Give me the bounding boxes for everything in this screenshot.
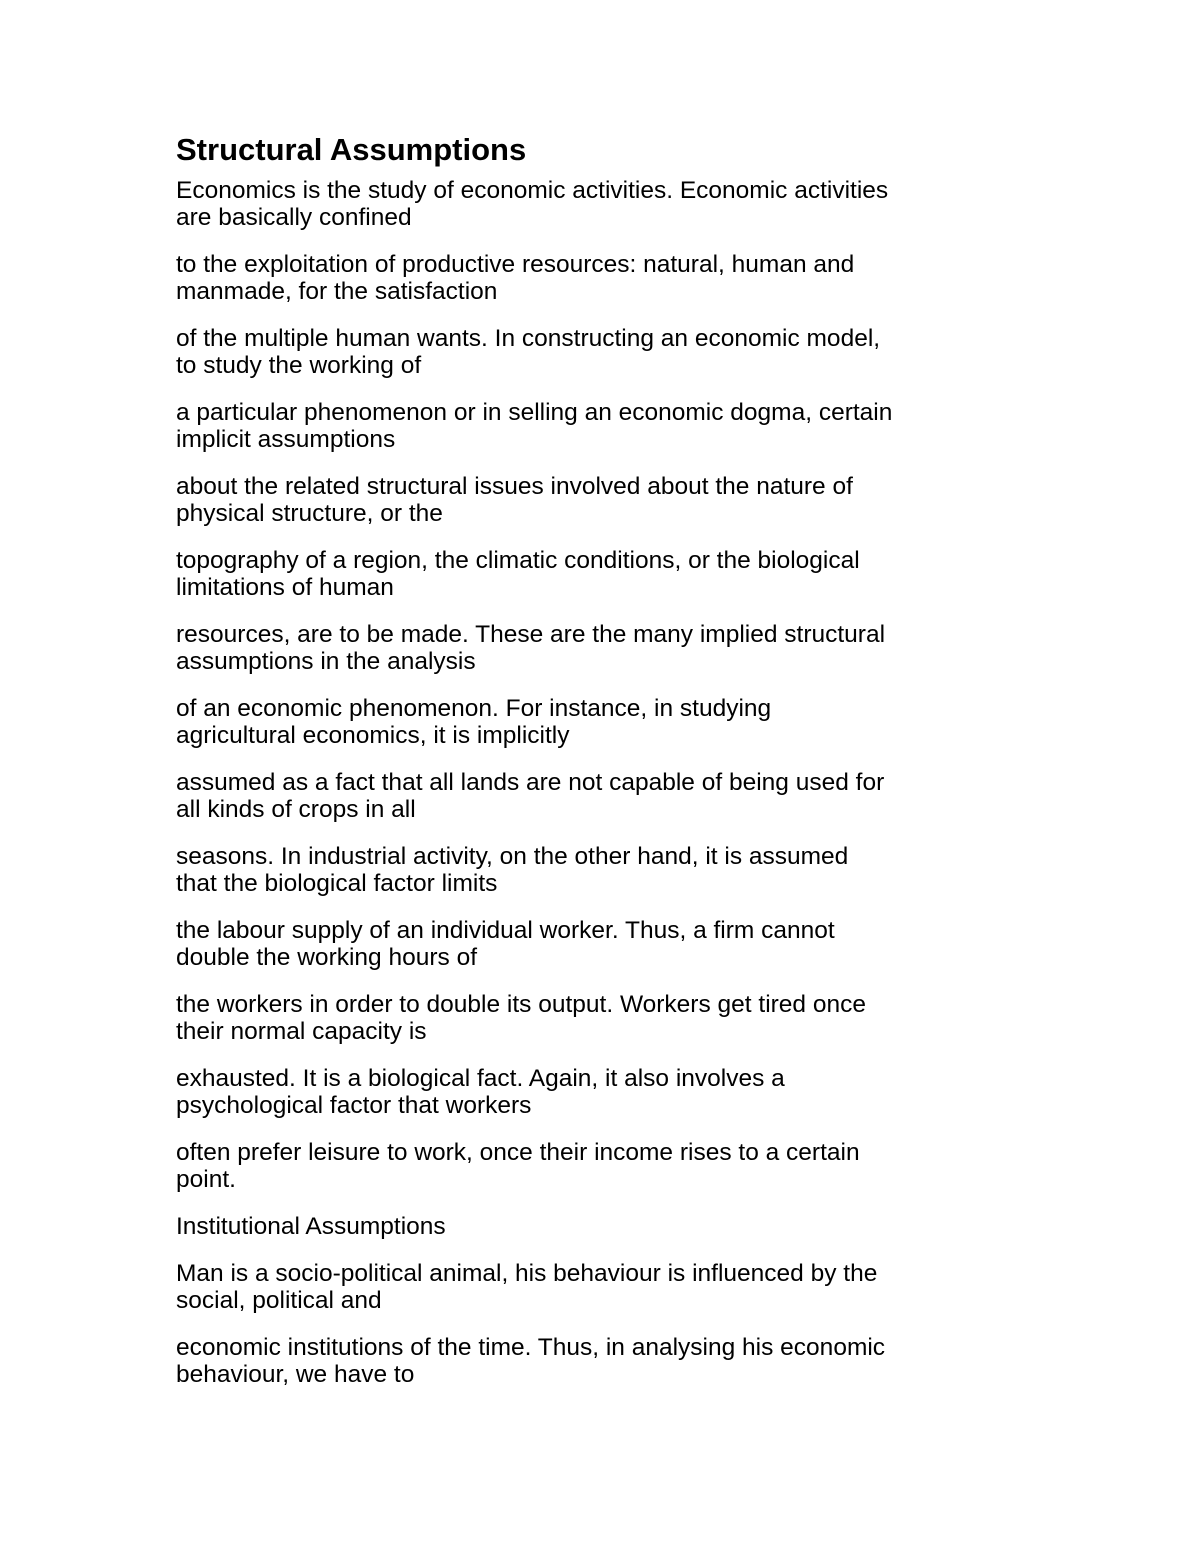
paragraph-line: behaviour, we have to <box>176 1361 415 1388</box>
paragraph-line: that the biological factor limits <box>176 870 498 897</box>
paragraph-line: the labour supply of an individual worker. Thus, a firm cannot <box>176 917 835 944</box>
paragraph <box>176 843 1036 897</box>
document-title: Structural Assumptions <box>176 132 527 167</box>
paragraph-line: seasons. In industrial activity, on the other hand, it is assumed <box>176 843 849 870</box>
paragraph-line: all kinds of crops in all <box>176 796 416 823</box>
paragraph-line: the workers in order to double its output. Workers get tired once <box>176 991 866 1018</box>
paragraph-line: psychological factor that workers <box>176 1092 532 1119</box>
paragraph <box>176 325 1036 379</box>
paragraph <box>176 917 1036 971</box>
paragraph-line: agricultural economics, it is implicitly <box>176 722 570 749</box>
paragraph <box>176 769 1036 823</box>
paragraph <box>176 177 1036 231</box>
paragraph <box>176 1139 1036 1193</box>
paragraph-line: limitations of human <box>176 574 394 601</box>
document-body <box>176 130 1036 1408</box>
paragraph-line: resources, are to be made. These are the many implied structural <box>176 621 886 648</box>
paragraph-line: assumed as a fact that all lands are not capable of being used for <box>176 769 885 796</box>
paragraph-line: point. <box>176 1166 236 1193</box>
paragraph-line: exhausted. It is a biological fact. Again, it also involves a <box>176 1065 785 1092</box>
paragraph-line: Man is a socio-political animal, his behaviour is influenced by the <box>176 1260 878 1287</box>
paragraph <box>176 1065 1036 1119</box>
paragraph <box>176 991 1036 1045</box>
paragraph-line: physical structure, or the <box>176 500 443 527</box>
paragraph-line: are basically confined <box>176 204 412 231</box>
paragraph <box>176 695 1036 749</box>
paragraph <box>176 473 1036 527</box>
paragraph <box>176 547 1036 601</box>
paragraph-line: economic institutions of the time. Thus, in analysing his economic <box>176 1334 886 1361</box>
section-subheading: Institutional Assumptions <box>176 1213 446 1240</box>
paragraph-line: their normal capacity is <box>176 1018 427 1045</box>
paragraph-line: to study the working of <box>176 352 422 379</box>
paragraph-line: Economics is the study of economic activities. Economic activities <box>176 177 889 204</box>
paragraph <box>176 251 1036 305</box>
paragraph-line: manmade, for the satisfaction <box>176 278 498 305</box>
paragraph-line: a particular phenomenon or in selling an economic dogma, certain <box>176 399 893 426</box>
paragraph-line: of an economic phenomenon. For instance, in studying <box>176 695 772 722</box>
paragraph-line: social, political and <box>176 1287 382 1314</box>
paragraph <box>176 399 1036 453</box>
paragraph-line: assumptions in the analysis <box>176 648 476 675</box>
paragraph <box>176 621 1036 675</box>
paragraph-line: often prefer leisure to work, once their income rises to a certain <box>176 1139 860 1166</box>
paragraph-line: about the related structural issues involved about the nature of <box>176 473 853 500</box>
paragraph <box>176 1334 1036 1388</box>
paragraph <box>176 1260 1036 1314</box>
paragraph-line: to the exploitation of productive resources: natural, human and <box>176 251 855 278</box>
paragraph-line: of the multiple human wants. In constructing an economic model, <box>176 325 881 352</box>
paragraph-line: implicit assumptions <box>176 426 396 453</box>
paragraph-line: topography of a region, the climatic conditions, or the biological <box>176 547 860 574</box>
paragraph-line: double the working hours of <box>176 944 477 971</box>
